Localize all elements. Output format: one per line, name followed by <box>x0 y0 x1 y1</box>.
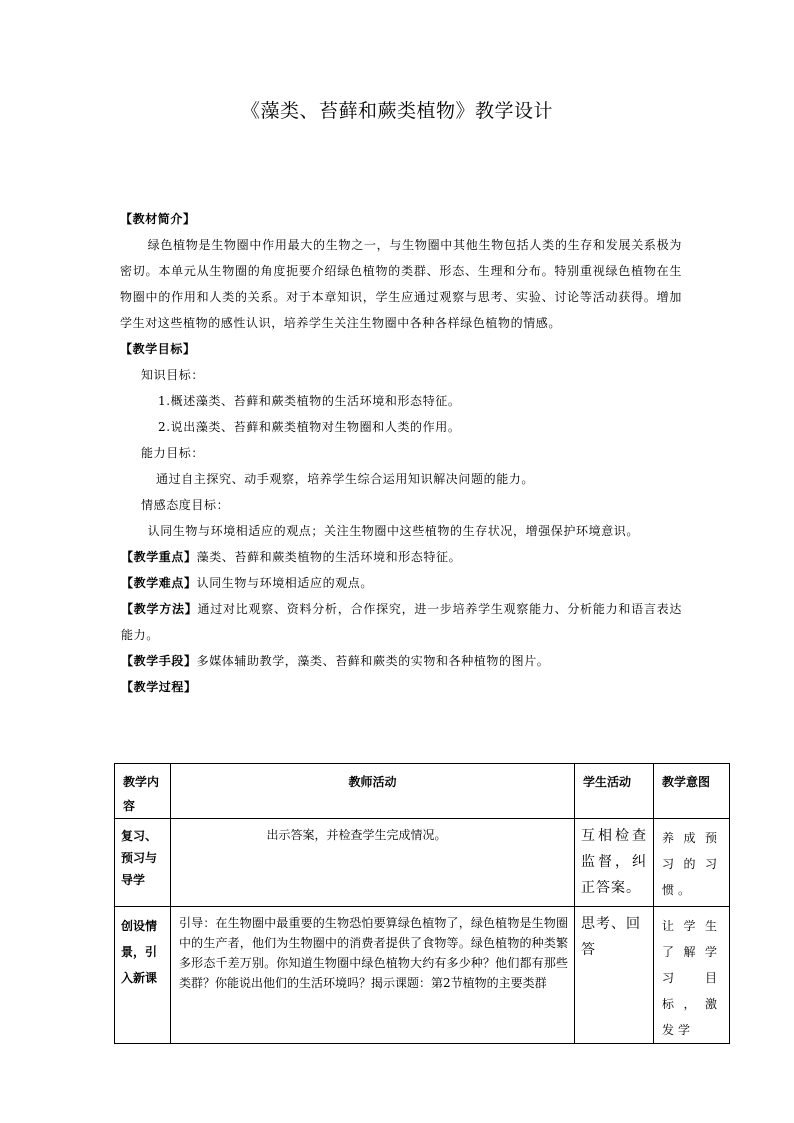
header-teacher: 教师活动 <box>171 764 575 819</box>
difficult-point-text: 认同生物与环境相适应的观点。 <box>196 576 374 590</box>
row2-teacher: 引导：在生物圈中最重要的生物恐怕要算绿色植物了，绿色植物是生物圈中的生产者，他们为生物圈中的消费者提供了食物等。绿色植物的种类繁多形态千差万别。你知道生物圈中绿色植物大约有多少种？他们都有那些类群？你能说出他们的生活环境吗？揭示课题：第2节植物的主要类群 <box>171 907 575 1044</box>
method-line <box>120 596 682 648</box>
document-title: 《藻类、苔藓和蕨类植物》教学设计 <box>240 100 553 122</box>
header-intent: 教学意图 <box>654 764 730 819</box>
row1-student: 互相检查监督，纠正答案。 <box>575 819 654 907</box>
emotion-goal-label: 情感态度目标： <box>141 498 230 512</box>
process-heading: 【教学过程】 <box>121 680 197 694</box>
key-point-heading: 【教学重点】 <box>121 550 197 564</box>
row1-intent: 养成预习的习惯。 <box>654 819 730 907</box>
knowledge-goal-label: 知识目标： <box>141 368 205 382</box>
table-row <box>115 819 730 907</box>
row2-student: 思考、回答 <box>575 907 654 1044</box>
table-row <box>115 907 730 1044</box>
header-content: 教学内容 <box>115 764 171 819</box>
document-body <box>120 206 682 700</box>
method-heading: 【教学方法】 <box>121 602 198 616</box>
ability-goal-label: 能力目标： <box>141 446 205 460</box>
process-table <box>114 763 730 1044</box>
means-heading: 【教学手段】 <box>121 654 197 668</box>
means-line <box>120 648 682 674</box>
row1-content: 复习、预习与导学 <box>115 819 171 907</box>
intro-paragraph: 绿色植物是生物圈中作用最大的生物之一，与生物圈中其他生物包括人类的生存和发展关系极为密切。本单元从生物圈的角度扼要介绍绿色植物的类群、形态、生理和分布。特别重视绿色植物在生物圈中的作用和人类的关系。对于本章知识，学生应通过观察与思考、实验、讨论等活动获得。增加学生对这些植物的感性认识，培养学生关注生物圈中各种各样绿色植物的情感。 <box>120 238 682 330</box>
difficult-point-line <box>120 570 682 596</box>
ability-goal-text: 通过自主探究、动手观察，培养学生综合运用知识解决问题的能力。 <box>156 472 535 486</box>
table-header-row <box>115 764 730 819</box>
row1-teacher: 出示答案，并检查学生完成情况。 <box>171 819 575 907</box>
row2-intent: 让学生了解学习目标，激发学 <box>654 907 730 1044</box>
key-point-line <box>120 544 682 570</box>
key-point-text: 藻类、苔藓和蕨类植物的生活环境和形态特征。 <box>196 550 462 564</box>
emotion-goal-text: 认同生物与环境相适应的观点；关注生物圈中这些植物的生存状况，增强保护环境意识。 <box>147 524 639 538</box>
header-student: 学生活动 <box>575 764 654 819</box>
goals-heading: 【教学目标】 <box>120 342 196 356</box>
intro-heading: 【教材简介】 <box>120 212 196 226</box>
knowledge-goal-2: 2.说出藻类、苔藓和蕨类植物对生物圈和人类的作用。 <box>158 420 461 434</box>
means-text: 多媒体辅助教学，藻类、苔藓和蕨类的实物和各种植物的图片。 <box>196 654 550 668</box>
row2-content: 创设情景，引入新课 <box>115 907 171 1044</box>
difficult-point-heading: 【教学难点】 <box>121 576 197 590</box>
method-text: 通过对比观察、资料分析，合作探究，进一步培养学生观察能力、分析能力和语言表达能力。 <box>121 602 682 642</box>
knowledge-goal-1: 1.概述藻类、苔藓和蕨类植物的生活环境和形态特征。 <box>158 394 461 408</box>
